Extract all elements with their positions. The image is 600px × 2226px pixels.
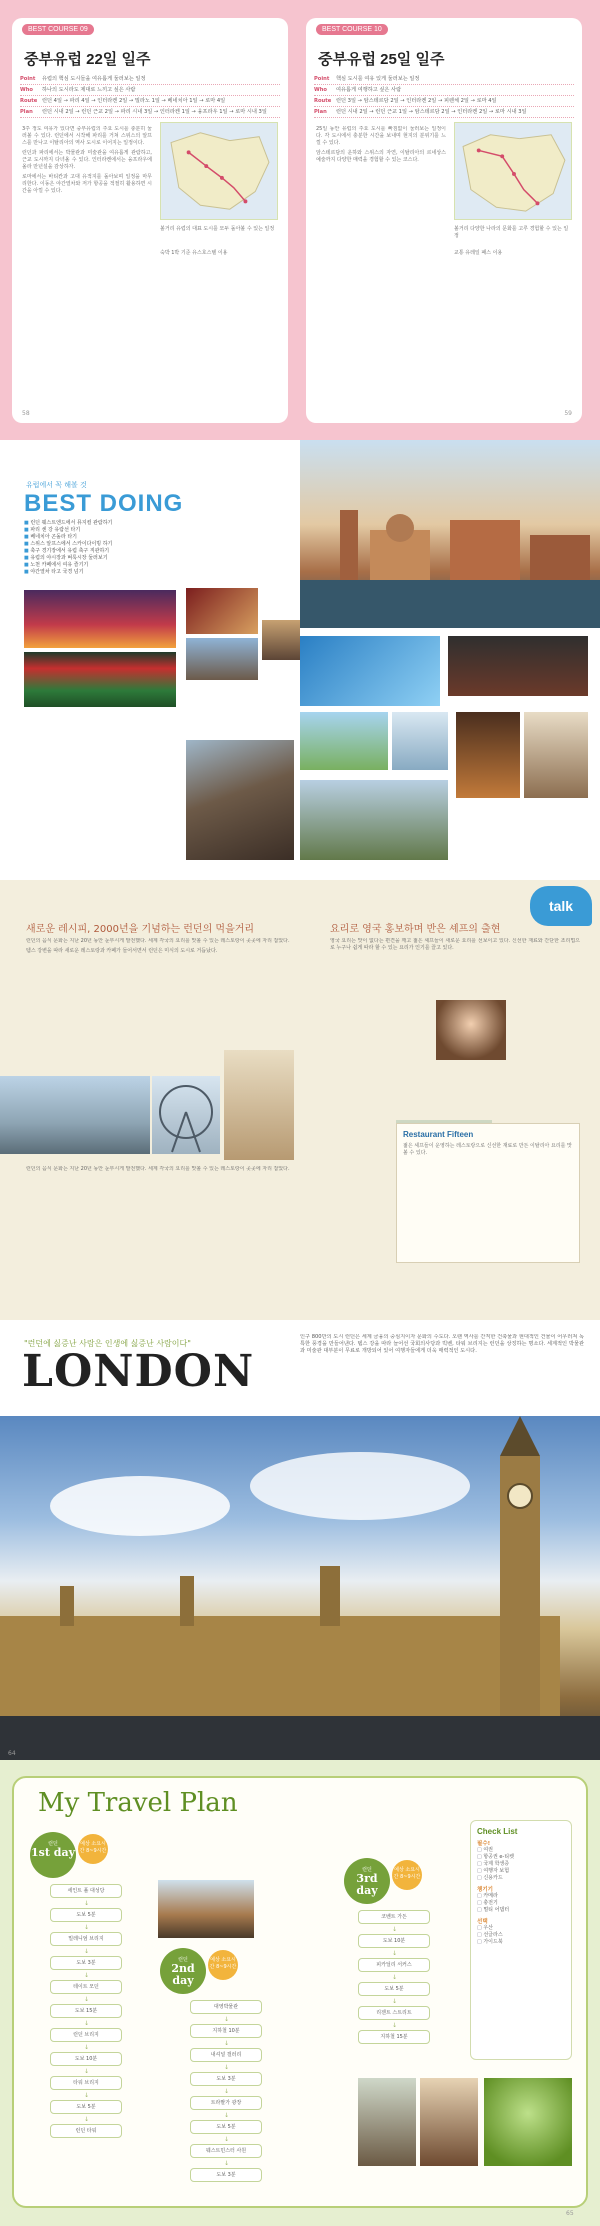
photo-countryside <box>300 780 448 860</box>
side-note: 볼거리 다양한 나라의 문화를 고루 경험할 수 있는 일정 <box>454 226 569 239</box>
itinerary-spread <box>0 0 600 440</box>
step-item: 도보 15분 ↓ <box>50 2004 122 2018</box>
intro-paragraph: 인구 800만의 도시 런던은 세계 금융의 중심지이자 문화의 수도다. 오랜 역사를 간직한 건축물과 현대적인 건물이 어우러져 독특한 풍경을 만들어낸다. 템스 강을 따라 늘어선 국회의사당과 빅벤, 타워 브리지는 런던을 상징하는 명소다. 세계적인 박물관과 미술관 대부분이 무료로 개방되어 있어 여행자들에게 더욱 매력적인 도시다. <box>300 1334 584 1354</box>
check-group: 챙기기 <box>477 1887 493 1893</box>
photo-day3-b <box>420 2078 478 2166</box>
time-estimate: 예상 소요시간 8~9시간 <box>78 1834 108 1864</box>
time-estimate: 예상 소요시간 8~9시간 <box>208 1950 238 1980</box>
row-key: Who <box>20 87 33 93</box>
course-body <box>316 126 446 306</box>
list-item: ■ 파리 센 강 유람선 타기 <box>24 527 194 534</box>
day-2 <box>160 1948 300 2198</box>
day-steps <box>358 1910 430 2054</box>
restaurant-text: 젊은 셰프들이 운영하는 레스토랑으로 신선한 재료로 만든 이탈리아 요리를 맛볼 수 있다. <box>403 1143 572 1156</box>
photo-shop <box>456 712 520 798</box>
body-paragraph: 런던의 음식 문화는 지난 20년 동안 눈부시게 발전했다. 세계 각국의 요리를 맛볼 수 있는 레스토랑이 곳곳에 자리 잡았다. <box>26 938 290 944</box>
course-card-right <box>306 18 582 423</box>
day-label: 3rd day <box>356 1872 378 1897</box>
photo-riverboat <box>186 638 258 680</box>
photo-facade <box>524 712 588 798</box>
section-title: BEST DOING <box>24 490 184 517</box>
row-key: Plan <box>314 109 327 115</box>
step-item: 트라팔가 광장 ↓ <box>190 2096 262 2110</box>
plan-row <box>314 76 574 85</box>
photo-park <box>300 712 388 770</box>
list-item: ■ 스위스 알프스에서 스카이다이빙 하기 <box>24 541 194 548</box>
venice-skyline <box>300 440 600 628</box>
body-paragraph: 영국 요리는 맛이 없다는 편견을 깨고 젊은 셰프들이 새로운 요리를 선보이고 있다. 신선한 재료와 간단한 조리법으로 누구나 쉽게 따라 할 수 있는 요리가 인기를 끌고 있다. <box>330 938 580 951</box>
step-item: 도보 10분 ↓ <box>50 2052 122 2066</box>
check-item[interactable]: □ 항공권 e-티켓 <box>477 1854 565 1861</box>
photo-chef <box>436 1000 506 1060</box>
london-title: LONDON <box>22 1346 255 1397</box>
day-1 <box>30 1832 170 2192</box>
best-doing-spread <box>0 440 600 880</box>
body-paragraph: 25일 동안 유럽의 주요 도시를 빠짐없이 둘러보는 일정이다. 각 도시에서 충분한 시간을 보내며 현지의 분위기를 느낄 수 있다. <box>316 126 446 146</box>
page-number: 58 <box>22 410 30 417</box>
plan-row <box>314 109 574 118</box>
plan-row <box>20 98 280 107</box>
talk-tag: talk <box>530 886 592 926</box>
photo-westminster <box>0 1416 600 1760</box>
step-item: 세인트 폴 대성당 ↓ <box>50 1884 122 1898</box>
step-item: 런던 타워 <box>50 2124 122 2138</box>
photo-skydiving <box>300 636 440 706</box>
step-item: 지하철 15분 <box>358 2030 430 2044</box>
day-steps <box>50 1884 122 2148</box>
plan-row <box>314 98 574 107</box>
step-item: 코벤트 가든 ↓ <box>358 1910 430 1924</box>
restaurant-title: Restaurant Fifteen <box>403 1130 474 1139</box>
row-key: Route <box>314 98 332 104</box>
map-graphic <box>455 123 571 219</box>
plan-row <box>314 87 574 96</box>
list-item: ■ 유럽의 야시장과 벼룩시장 둘러보기 <box>24 555 194 562</box>
photo-show <box>186 588 258 634</box>
photo-london-eye <box>152 1076 220 1154</box>
day-steps <box>190 2000 262 2192</box>
list-item: ■ 야간열차 타고 국경 넘기 <box>24 569 194 576</box>
check-item[interactable]: □ 선글라스 <box>477 1932 565 1939</box>
photo-stadium <box>24 652 176 707</box>
body-paragraph: 런던과 파리에서는 박물관과 미술관을 여유롭게 관람하고, 근교 도시까지 다녀올 수 있다. 인터라켄에서는 융프라우에 올라 만년설을 감상하자. <box>22 150 152 170</box>
article-heading-left: 새로운 레시피, 2000년을 기념하는 런던의 먹을거리 <box>26 924 255 935</box>
list-item: ■ 베네치아 곤돌라 타기 <box>24 534 194 541</box>
check-item[interactable]: □ 멀티 어댑터 <box>477 1907 565 1914</box>
step-item: 도보 5분 ↓ <box>50 1908 122 1922</box>
step-item: 도보 5분 ↓ <box>50 2100 122 2114</box>
step-item: 런던 브리지 ↓ <box>50 2028 122 2042</box>
step-item: 도보 10분 ↓ <box>358 1934 430 1948</box>
london-quote: "런던에 싫증난 사람은 인생에 싫증난 사람이다" <box>24 1339 191 1348</box>
list-item: ■ 노천 카페에서 여유 즐기기 <box>24 562 194 569</box>
step-item: 리젠트 스트리트 ↓ <box>358 2006 430 2020</box>
check-list-title: Check List <box>477 1827 518 1836</box>
route-map <box>160 122 278 220</box>
time-estimate: 예상 소요시간 8~9시간 <box>392 1860 422 1890</box>
side-note: 볼거리 유럽의 대표 도시를 모두 돌아볼 수 있는 일정 <box>160 226 275 232</box>
best-doing-list <box>24 520 194 576</box>
body-paragraph: 템스 강변을 따라 새로운 레스토랑과 카페가 들어서면서 런던은 미식의 도시로 거듭났다. <box>26 948 218 954</box>
step-item: 도보 5분 ↓ <box>358 1982 430 1996</box>
info-note: 숙박 1박 기준 유스호스텔 이용 <box>160 250 228 256</box>
day-city: 런던 <box>178 1957 188 1963</box>
plan-rows <box>314 76 574 120</box>
photo-thames-bridge <box>0 1076 150 1154</box>
photo-musical-stage <box>24 590 176 648</box>
day-city: 런던 <box>48 1841 58 1847</box>
step-item: 피카딜리 서커스 ↓ <box>358 1958 430 1972</box>
london-intro <box>300 1334 584 1355</box>
row-value: 런던 시내 2일 → 런던 근교 2일 → 파리 시내 3일 → 인터라켄 1일 → 융프라우 1일 → 로마 시내 3일 <box>42 109 267 115</box>
map-graphic <box>161 123 277 219</box>
check-item[interactable]: □ 신용카드 <box>477 1875 565 1882</box>
photo-day1 <box>158 1880 254 1938</box>
step-item: 도보 3분 ↓ <box>190 2072 262 2086</box>
step-item: 웨스트민스터 사원 ↓ <box>190 2144 262 2158</box>
row-key: Point <box>20 76 36 82</box>
step-item: 타워 브리지 ↓ <box>50 2076 122 2090</box>
check-group: 필수! <box>477 1841 491 1847</box>
course-body <box>22 126 152 306</box>
london-eye-graphic <box>152 1076 220 1154</box>
check-item[interactable]: □ 가이드북 <box>477 1939 565 1946</box>
step-item: 대영박물관 ↓ <box>190 2000 262 2014</box>
photo-day3-a <box>358 2078 416 2166</box>
plan-row <box>20 109 280 118</box>
photo-cafe <box>448 636 588 696</box>
check-item[interactable]: □ 여행자 보험 <box>477 1868 565 1875</box>
check-group: 선택 <box>477 1919 488 1925</box>
photo-market <box>262 620 300 660</box>
check-item[interactable]: □ 충전기 <box>477 1900 565 1907</box>
page-number: 59 <box>564 410 572 417</box>
article-heading-right: 요리로 영국 홍보하며 반은 셰프의 출현 <box>330 924 501 935</box>
day-label: 1st day <box>31 1846 75 1859</box>
plan-row <box>20 87 280 96</box>
page-number: 64 <box>8 1750 16 1757</box>
check-item[interactable]: □ 우산 <box>477 1925 565 1932</box>
course-tag: BEST COURSE 09 <box>22 24 94 35</box>
day-badge <box>160 1948 206 1994</box>
restaurant-box <box>396 1123 580 1263</box>
course-tag: BEST COURSE 10 <box>316 24 388 35</box>
section-subtitle: 유럽에서 꼭 해볼 것 <box>26 481 87 489</box>
course-card-left <box>12 18 288 423</box>
body-paragraph: 암스테르담의 운하와 스위스의 자연, 이탈리아의 르네상스 예술까지 다양한 매력을 경험할 수 있는 코스다. <box>316 150 446 163</box>
plan-row <box>20 76 280 85</box>
westminster-skyline <box>0 1416 600 1760</box>
article-text-left-lower <box>26 1166 290 1306</box>
day-badge <box>30 1832 76 1878</box>
step-item: 내셔널 갤러리 ↓ <box>190 2048 262 2062</box>
travel-plan-title: My Travel Plan <box>38 1788 238 1818</box>
day-city: 런던 <box>362 1867 372 1873</box>
check-list <box>470 1820 572 2060</box>
row-value: 런던 시내 2일 → 런던 근교 1일 → 암스테르담 2일 → 인터라켄 2일 → 로마 시내 3일 <box>336 109 527 115</box>
row-value: 런던 4일 → 파리 4일 → 인터라켄 2일 → 밀라노 1일 → 베네치아 1일 → 로마 4일 <box>42 98 226 104</box>
photo-riverside <box>224 1050 294 1160</box>
body-paragraph: 로마에서는 바티칸과 고대 유적지를 돌아보며 일정을 마무리한다. 이동은 야간열차와 저가 항공을 적절히 활용하면 시간을 아낄 수 있다. <box>22 174 152 194</box>
photo-tower <box>392 712 448 770</box>
row-key: Route <box>20 98 38 104</box>
photo-day3-c <box>484 2078 572 2166</box>
plan-rows <box>20 76 280 120</box>
course-title: 중부유럽 22일 일주 <box>24 51 151 68</box>
row-value: 핵심 도시를 여유 있게 둘러보는 일정 <box>336 76 420 82</box>
course-title: 중부유럽 25일 일주 <box>318 51 445 68</box>
step-item: 도보 5분 ↓ <box>190 2120 262 2134</box>
check-item[interactable]: □ 국제 학생증 <box>477 1861 565 1868</box>
day-badge <box>344 1858 390 1904</box>
body-paragraph: 3주 정도 여유가 있다면 중부유럽의 주요 도시를 충분히 둘러볼 수 있다. 런던에서 시작해 파리를 거쳐 스위스의 알프스를 만나고 이탈리아의 역사 도시로 이어지는 일정이다. <box>22 126 152 146</box>
photo-venice <box>300 440 600 628</box>
list-item: ■ 런던 웨스트엔드에서 뮤지컬 관람하기 <box>24 520 194 527</box>
day-label: 2nd day <box>171 1962 195 1987</box>
row-value: 런던 3일 → 암스테르담 2일 → 인터라켄 2일 → 피렌체 2일 → 로마 4일 <box>336 98 497 104</box>
row-key: Plan <box>20 109 33 115</box>
step-item: 도보 3분 <box>190 2168 262 2182</box>
row-key: Point <box>314 76 330 82</box>
check-item[interactable]: □ 여권 <box>477 1847 565 1854</box>
route-map <box>454 122 572 220</box>
photo-street <box>186 740 294 860</box>
row-value: 하나의 도시라도 제대로 느끼고 싶은 사람 <box>42 87 136 93</box>
row-key: Who <box>314 87 327 93</box>
step-item: 밀레니엄 브리지 ↓ <box>50 1932 122 1946</box>
info-note: 교통 유레일 패스 이용 <box>454 250 503 256</box>
step-item: 도보 3분 ↓ <box>50 1956 122 1970</box>
page-number: 65 <box>566 2210 574 2217</box>
row-value: 유럽의 핵심 도시들을 여유롭게 둘러보는 일정 <box>42 76 146 82</box>
row-value: 여유롭게 여행하고 싶은 사람 <box>336 87 402 93</box>
body-paragraph: 런던의 음식 문화는 지난 20년 동안 눈부시게 발전했다. 세계 각국의 요리를 맛볼 수 있는 레스토랑이 곳곳에 자리 잡았다. <box>26 1166 290 1172</box>
step-item: 테이트 모던 ↓ <box>50 1980 122 1994</box>
check-item[interactable]: □ 카메라 <box>477 1893 565 1900</box>
day-3 <box>344 1858 464 2058</box>
list-item: ■ 축구 경기장에서 유럽 축구 직관하기 <box>24 548 194 555</box>
step-item: 지하철 10분 ↓ <box>190 2024 262 2038</box>
